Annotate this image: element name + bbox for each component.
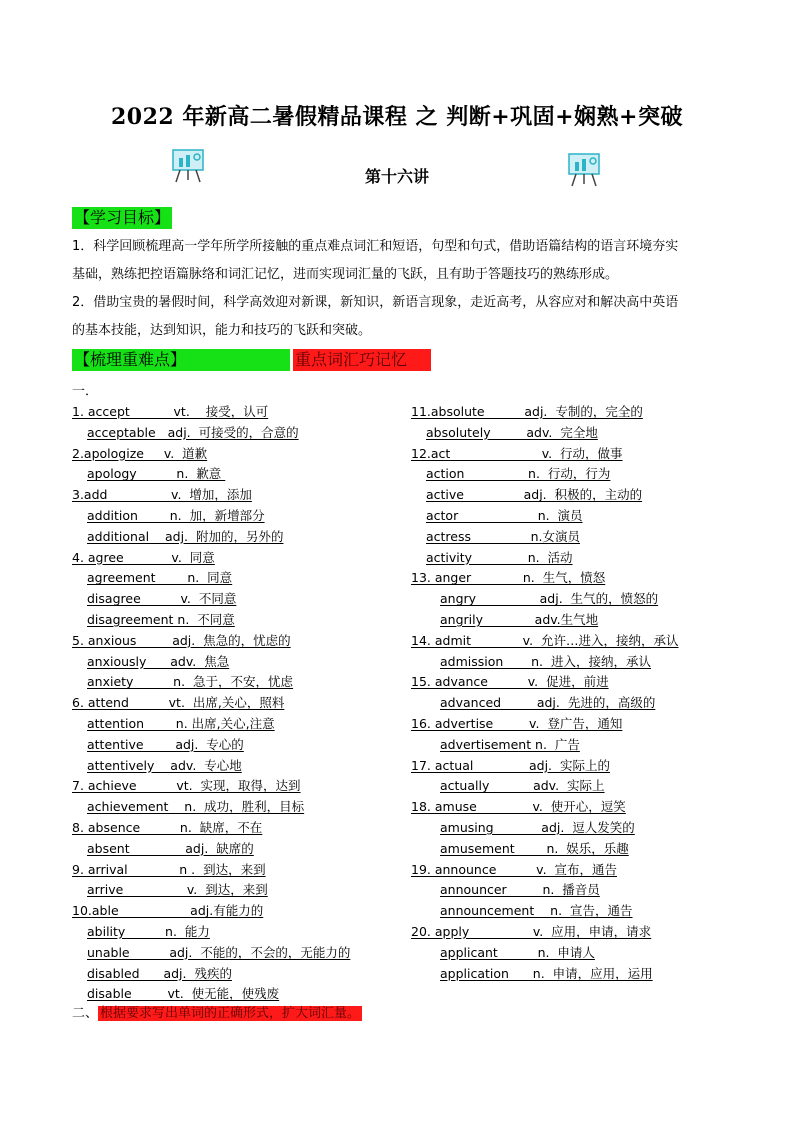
vocab-entry (72, 423, 350, 444)
vocab-entry-text: 11.absolute adj. 专制的，完全的 (411, 404, 643, 419)
vocab-entry-text: 2.apologize v. 道歉 (72, 445, 208, 461)
vocab-entry (411, 631, 679, 652)
vocab-entry-text: addition n. 加，新增部分 (87, 507, 265, 523)
vocab-entry-text: 7. achieve vt. 实现，取得，达到 (72, 778, 301, 794)
vocab-entry-text: amusement n. 娱乐，乐趣 (440, 840, 629, 856)
vocab-entry (72, 797, 350, 818)
vocab-entry (72, 693, 350, 714)
easel-icon (566, 150, 604, 188)
vocab-entry-text: announcer n. 播音员 (440, 882, 600, 898)
vocab-entry (72, 652, 350, 673)
vocab-entry-text: admission n. 进入，接纳，承认 (440, 653, 651, 669)
vocab-entry-text: advertisement n. 广告 (440, 736, 580, 752)
vocab-entry (72, 672, 350, 693)
vocab-entry-text: attention n. 出席,关心,注意 (87, 715, 275, 731)
vocab-entry (411, 818, 679, 839)
vocab-entry-text: application n. 申请，应用，运用 (440, 965, 653, 981)
vocab-entry-text: amusing adj. 逗人发笑的 (440, 819, 635, 835)
vocab-entry (411, 589, 679, 610)
vocab-entry-text: applicant n. 申请人 (440, 944, 595, 960)
vocab-entry (411, 714, 679, 735)
vocab-entry (411, 922, 679, 943)
vocab-entry (72, 548, 350, 569)
goal-line: 的基本技能，达到知识，能力和技巧的飞跃和突破。 (72, 323, 372, 338)
part-one-label: 一． (72, 384, 99, 399)
vocab-entry-text: attentively adv. 专心地 (87, 757, 242, 773)
vocab-entry-text: 15. advance v. 促进，前进 (411, 674, 609, 690)
vocab-entry (72, 860, 350, 881)
vocab-entry (411, 880, 679, 901)
vocab-left-column (72, 402, 350, 1005)
vocab-entry-text: disabled adj. 残疾的 (87, 965, 232, 981)
vocab-entry-text: apology n. 歉意 (87, 466, 226, 482)
vocab-entry (72, 818, 350, 839)
vocab-entry (411, 464, 679, 485)
vocab-entry-text: disagree v. 不同意 (87, 591, 237, 607)
vocab-entry (411, 735, 679, 756)
vocab-entry (72, 444, 350, 465)
learning-goals-tag: 【学习目标】 (74, 208, 171, 227)
vocab-entry-text: anxiety n. 急于，不安，忧虑 (87, 674, 294, 690)
vocab-entry-text: 17. actual adj. 实际上的 (411, 757, 610, 773)
vocab-entry-text: ability n. 能力 (87, 923, 210, 939)
vocab-entry (411, 402, 679, 423)
vocab-entry (72, 756, 350, 777)
vocab-entry (72, 714, 350, 735)
vocab-entry (72, 880, 350, 901)
vocab-entry-text: additional adj. 附加的，另外的 (87, 528, 284, 544)
vocab-entry (72, 839, 350, 860)
vocab-entry-text: actually adv. 实际上 (440, 778, 605, 794)
vocab-entry-text: 5. anxious adj. 焦急的，忧虑的 (72, 632, 291, 648)
vocab-entry-text: achievement n. 成功，胜利，目标 (87, 799, 305, 815)
vocab-entry (72, 776, 350, 797)
lecture-number: 第十六讲 (364, 167, 429, 186)
vocab-entry (411, 901, 679, 922)
vocab-entry (411, 527, 679, 548)
vocab-entry-text: 4. agree v. 同意 (72, 549, 215, 565)
vocab-entry-text: action n. 行动，行为 (426, 466, 611, 482)
vocab-entry (72, 922, 350, 943)
vocab-entry-text: actor n. 演员 (426, 507, 583, 523)
vocab-entry-text: angrily adv.生气地 (440, 611, 599, 627)
goal-line: 1．科学回顾梳理高一学年所学所接触的重点难点词汇和短语，句型和句式，借助语篇结构的语言环境夯实 (72, 239, 679, 254)
vocab-entry-text: attentive adj. 专心的 (87, 736, 244, 752)
vocab-entry (411, 423, 679, 444)
vocab-entry (411, 568, 679, 589)
vocab-entry-text: advanced adj. 先进的，高级的 (440, 695, 656, 711)
vocab-entry (411, 444, 679, 465)
vocab-entry-text: 12.act v. 行动，做事 (411, 445, 623, 461)
vocab-entry (411, 693, 679, 714)
vocab-entry-text: 13. anger n. 生气，愤怒 (411, 570, 606, 586)
vocab-entry (411, 943, 679, 964)
learning-goals (72, 233, 732, 345)
vocab-entry-text: announcement n. 宣告，通告 (440, 903, 633, 919)
vocab-entry-text: active adj. 积极的，主动的 (426, 487, 643, 503)
vocab-entry (411, 652, 679, 673)
vocab-entry (411, 964, 679, 985)
vocab-entry-text: 18. amuse v. 使开心，逗笑 (411, 799, 626, 815)
vocab-entry-text: angry adj. 生气的，愤怒的 (440, 591, 659, 607)
vocab-entry (72, 735, 350, 756)
vocab-entry (411, 672, 679, 693)
vocab-entry (72, 464, 350, 485)
vocab-entry-text: 19. announce v. 宣布，通告 (411, 861, 617, 877)
vocab-entry-text: 1. accept vt. 接受，认可 (72, 404, 269, 419)
vocab-entry (411, 485, 679, 506)
vocab-entry-text: 10.able adj.有能力的 (72, 903, 264, 919)
part-two-label: 二、 (72, 1006, 99, 1021)
vocab-entry-text: anxiously adv. 焦急 (87, 653, 230, 669)
review-tag: 【梳理重难点】 (72, 349, 290, 371)
vocab-entry-text: 6. attend vt. 出席,关心，照料 (72, 695, 285, 711)
vocab-entry (72, 402, 350, 423)
vocab-entry (411, 548, 679, 569)
vocab-entry (72, 901, 350, 922)
part-two-heading (72, 1004, 362, 1024)
vocab-entry-text: actress n.女演员 (426, 528, 581, 544)
vocab-entry-text: disable vt. 使无能，使残废 (87, 986, 280, 1002)
vocab-entry-text: agreement n. 同意 (87, 570, 233, 586)
vocab-entry (72, 589, 350, 610)
goal-line: 基础，熟练把控语篇脉络和词汇记忆，进而实现词汇量的飞跃，且有助于答题技巧的熟练形成。 (72, 267, 619, 282)
document-title: 2022 年新高二暑假精品课程 之 判断+巩固+娴熟+突破 (110, 104, 683, 130)
vocab-entry (72, 485, 350, 506)
vocab-entry (72, 964, 350, 985)
vocab-entry-text: absolutely adv. 完全地 (426, 424, 598, 440)
vocab-entry (411, 756, 679, 777)
vocab-entry-text: 20. apply v. 应用，申请，请求 (411, 923, 652, 939)
vocab-entry (411, 860, 679, 881)
goal-line: 2．借助宝贵的暑假时间，科学高效迎对新课，新知识，新语言现象，走近高考，从容应对和解决高中英语 (72, 295, 679, 310)
vocab-entry (72, 610, 350, 631)
vocab-entry (411, 797, 679, 818)
vocab-entry (72, 984, 350, 1005)
vocab-entry-text: 14. admit v. 允许…进入，接纳，承认 (411, 632, 679, 648)
vocab-entry-text: unable adj. 不能的，不会的，无能力的 (87, 944, 351, 960)
vocab-entry (72, 568, 350, 589)
vocab-entry-text: absent adj. 缺席的 (87, 840, 254, 856)
vocab-entry (72, 506, 350, 527)
vocab-entry (411, 610, 679, 631)
vocab-entry (72, 527, 350, 548)
vocab-entry (72, 631, 350, 652)
vocab-entry (411, 839, 679, 860)
vocab-right-column (411, 402, 679, 984)
part-two-instruction: 根据要求写出单词的正确形式，扩大词汇量。 (100, 1006, 361, 1021)
vocab-entry (411, 506, 679, 527)
vocab-entry (411, 776, 679, 797)
vocab-entry-text: 8. absence n. 缺席，不在 (72, 819, 263, 835)
vocab-entry-text: acceptable adj. 可接受的，合意的 (87, 424, 299, 440)
vocab-entry-text: 3.add v. 增加，添加 (72, 487, 252, 503)
vocab-entry-text: arrive v. 到达，来到 (87, 882, 268, 898)
vocab-entry-text: activity n. 活动 (426, 549, 573, 565)
vocab-tag: 重点词汇巧记忆 (293, 349, 431, 371)
vocab-entry-text: 16. advertise v. 登广告，通知 (411, 715, 623, 731)
vocab-entry (72, 943, 350, 964)
vocab-entry-text: 9. arrival n . 到达，来到 (72, 861, 266, 877)
vocab-entry-text: disagreement n. 不同意 (87, 611, 235, 627)
